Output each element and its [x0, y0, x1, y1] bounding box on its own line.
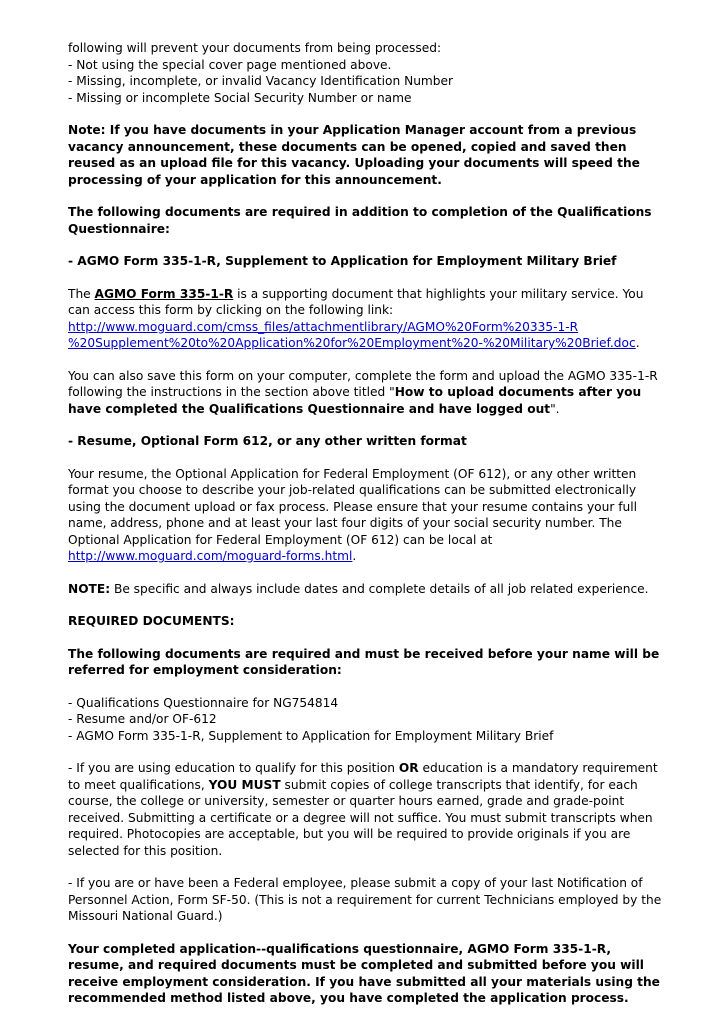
agmo-section-title: How to upload documents after you have completed the Qualifications Questionnaire and have logged out: [68, 385, 642, 416]
resume-paragraph: [68, 466, 668, 565]
resume-heading: - Resume, Optional Form 612, or any other written format: [68, 434, 467, 448]
document-page: [68, 40, 668, 1023]
education-must: YOU MUST: [208, 777, 281, 792]
experience-note: [68, 581, 668, 598]
note-label: NOTE:: [68, 581, 111, 596]
agmo-save-text: You can also save this form on your computer, complete the form and upload the AGMO 335-1-R following the instructions in the section above titled ": [68, 368, 658, 399]
education-paragraph: [68, 760, 668, 859]
agmo-paragraph: [68, 286, 668, 352]
education-or: OR: [398, 761, 419, 775]
list-item: - Qualifications Questionnaire for NG754814: [68, 695, 339, 710]
intro-item: - Missing or incomplete Social Security Number or name: [68, 90, 412, 105]
list-item: - AGMO Form 335-1-R, Supplement to Application for Employment Military Brief: [68, 728, 554, 743]
required-docs-intro: The following documents are required and must be received before your name will be referred for employment consideration:: [68, 646, 660, 677]
moguard-forms-link-cont[interactable]: forms.html: [285, 549, 353, 563]
required-intro: The following documents are required in addition to completion of the Qualifications Questionnaire:: [68, 205, 652, 236]
agmo-form-name: AGMO Form 335-1-R: [94, 286, 234, 301]
resume-end: .: [352, 549, 357, 563]
upload-note: Note: If you have documents in your Application Manager account from a previous vacancy announcement, these documents can be opened, copied and saved then reused as an upload file for this vacancy. Uploading your documents will speed the processing of your application for this announcement.: [68, 123, 640, 187]
education-text: education is a mandatory requirement to meet qualifications,: [68, 761, 658, 792]
intro-item: - Missing, incomplete, or invalid Vacancy Identification Number: [68, 74, 454, 88]
note-text: Be specific and always include dates and complete details of all job related experience.: [110, 581, 649, 596]
education-text: submit copies of college transcripts that identify, for each course, the college or university, semester or quarter hours earned, grade and grade-point received. Submitting a certificate or a degree will not suffice. You must submit transcripts when required. Photocopies are acceptable, but you will be required to provide originals if you are selected for this position.: [68, 777, 653, 858]
agmo-save-end: ".: [550, 401, 560, 416]
intro-item: - Not using the special cover page mentioned above.: [68, 57, 392, 72]
agmo-link-end: .: [635, 336, 640, 350]
agmo-heading: - AGMO Form 335-1-R, Supplement to Application for Employment Military Brief: [68, 254, 617, 268]
required-docs-list: [68, 695, 668, 745]
completed-paragraph: Your completed application--qualifications questionnaire, AGMO Form 335-1-R, resume, and required documents must be completed and submitted before you will receive employment consideration. If you have submitted all your materials using the recommended method listed above, you have completed the application process.: [68, 941, 660, 1005]
education-text: - If you are using education to qualify for this position: [68, 761, 399, 775]
federal-paragraph: - If you are or have been a Federal employee, please submit a copy of your last Notification of Personnel Action, Form SF-50. (This is not a requirement for current Technicians employed by the Missouri National Guard.): [68, 876, 662, 923]
agmo-form-link[interactable]: http://www.moguard.com/cmss_files/attachmentlibrary/AGMO%20Form%20335-1-R: [68, 319, 579, 334]
required-docs-heading: REQUIRED DOCUMENTS:: [68, 614, 235, 628]
agmo-save-paragraph: [68, 368, 668, 418]
resume-text: Your resume, the Optional Application for Federal Employment (OF 612), or any other written format you choose to describe your job-related qualifications can be submitted electronically using the document upload or fax process. Please ensure that your resume contains your full name, address, phone and at least your last four digits of your social security number. The Optional Application for Federal Employment (OF 612) can be local at: [68, 466, 638, 547]
intro-lead: following will prevent your documents from being processed:: [68, 41, 442, 55]
moguard-forms-link[interactable]: http://www.moguard.com/moguard-: [68, 549, 286, 563]
agmo-text: is a supporting document that highlights your military service. You can access this form by clicking on the following link:: [68, 286, 644, 317]
agmo-text: The: [68, 286, 95, 301]
agmo-form-link-cont[interactable]: %20Supplement%20to%20Application%20for%20Employment%20-%20Military%20Brief.doc: [68, 336, 636, 350]
list-item: - Resume and/or OF-612: [68, 712, 217, 726]
intro-block: [68, 40, 668, 106]
